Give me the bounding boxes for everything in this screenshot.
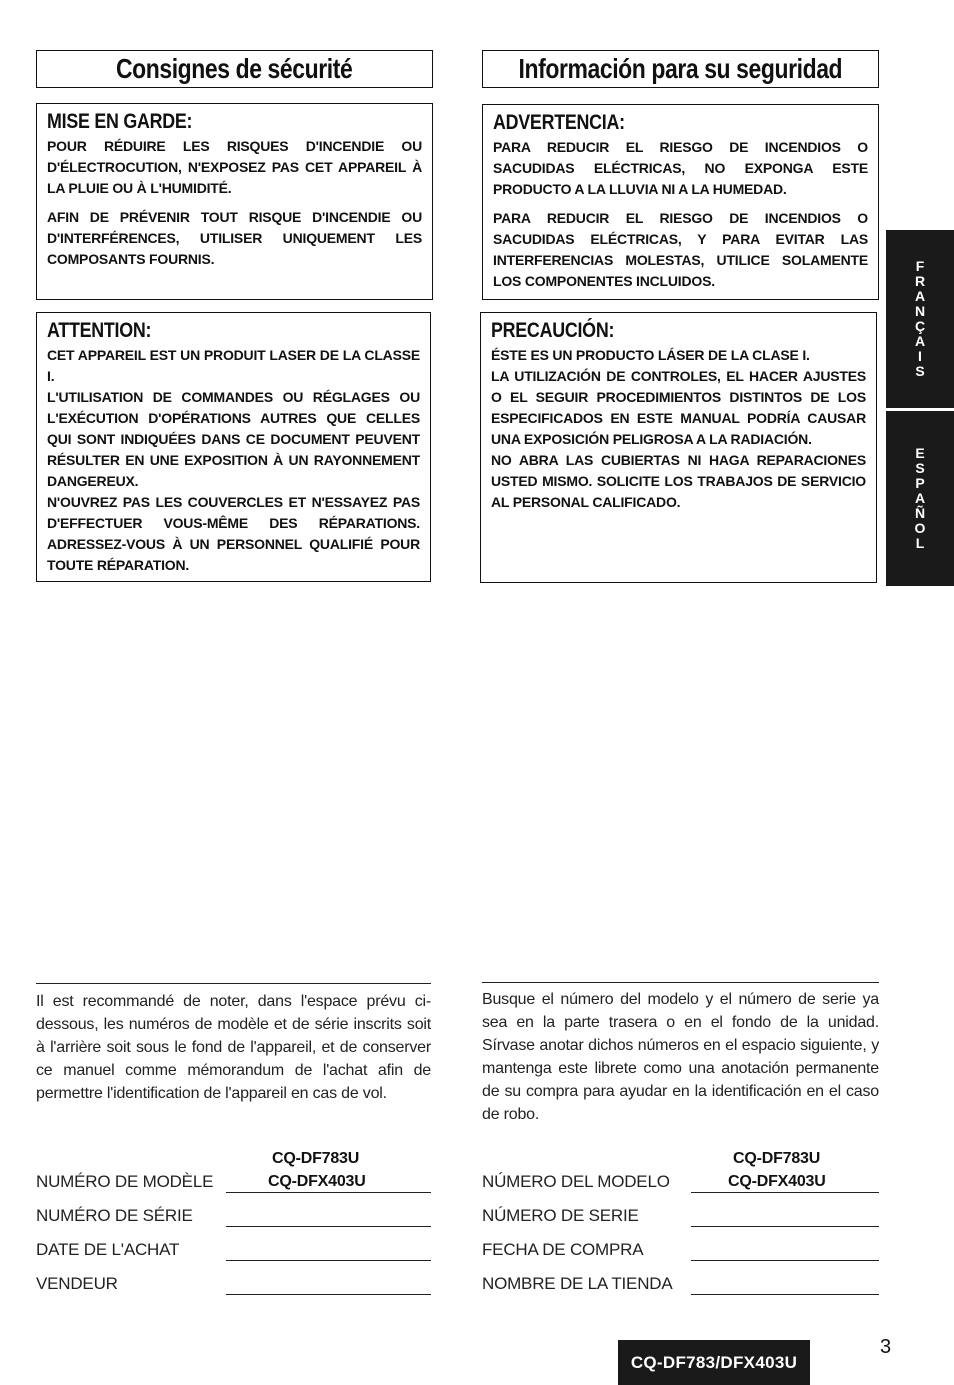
fr-warning-paragraph-1: POUR RÉDUIRE LES RISQUES D'INCENDIE OU D'ÉLECTROCUTION, N'EXPOSEZ PAS CET APPAREIL À LA PLUIE OU À L'HUMIDITÉ.: [47, 138, 422, 196]
side-tab-letter: A: [914, 490, 926, 506]
es-page-title: Información para su seguridad: [518, 53, 843, 84]
fr-model-line: [226, 1192, 431, 1193]
side-tab-letter: A: [914, 333, 926, 349]
fr-caution-paragraph-1: CET APPAREIL EST UN PRODUIT LASER DE LA CLASSE I.: [47, 347, 420, 384]
es-model-label: NÚMERO DEL MODELO: [482, 1172, 670, 1191]
es-warning-paragraph-2: PARA REDUCIR EL RIESGO DE INCENDIOS O SACUDIDAS ELÉCTRICAS, Y PARA EVITAR LAS INTERFERENCIAS MOLESTAS, UTILICE SOLAMENTE LOS COMPONENTES INCLUIDOS.: [493, 210, 868, 289]
fr-serial-label: NUMÉRO DE SÉRIE: [36, 1206, 193, 1225]
es-model-value-1: CQ-DF783U: [733, 1150, 821, 1167]
fr-model-label: NUMÉRO DE MODÈLE: [36, 1172, 214, 1191]
es-caution-paragraph-2: LA UTILIZACIÓN DE CONTROLES, EL HACER AJUSTES O EL SEGUIR PROCEDIMIENTOS DISTINTOS DE LOS ESPECIFICADOS EN ESTE MANUAL PODRÍA CAUSAR UNA EXPOSICIÓN PELIGROSA A LA RADIACIÓN.: [491, 368, 866, 447]
fr-dealer-line[interactable]: [226, 1294, 431, 1295]
side-tab-letter: I: [918, 348, 922, 364]
fr-model-value-2: CQ-DFX403U: [268, 1173, 366, 1190]
es-model-line: [691, 1192, 879, 1193]
footer-model-badge: CQ-DF783/DFX403U: [618, 1340, 810, 1385]
side-tab-letter: Ç: [914, 318, 926, 334]
es-caution-box: [480, 312, 877, 583]
es-warning-box: [482, 104, 879, 300]
page-number: 3: [880, 1336, 892, 1358]
es-date-label: FECHA DE COMPRA: [482, 1240, 644, 1259]
fr-divider: [36, 983, 431, 984]
es-registration-note: Busque el número del modelo y el número de serie ya sea en la parte trasera o en el fondo de la unidad. Sírvase anotar dichos números en el espacio siguiente, y mantenga este librete como una anotación permanente de su compra para ayudar en la identificación en el caso de robo.: [482, 991, 879, 1123]
fr-warning-paragraph-2: AFIN DE PRÉVENIR TOUT RISQUE D'INCENDIE OU D'INTERFÉRENCES, UTILISER UNIQUEMENT LES COMPOSANTS FOURNIS.: [47, 209, 422, 267]
fr-page-title: Consignes de sécurité: [116, 53, 353, 84]
fr-serial-line[interactable]: [226, 1226, 431, 1227]
es-date-line[interactable]: [691, 1260, 879, 1261]
side-tab-francais[interactable]: [886, 230, 954, 408]
fr-caution-heading: ATTENTION:: [47, 319, 152, 342]
fr-dealer-label: VENDEUR: [36, 1274, 118, 1293]
fr-caution-box: [36, 312, 431, 582]
fr-model-value-1: CQ-DF783U: [272, 1150, 360, 1167]
side-tab-letter: F: [915, 258, 925, 274]
es-caution-paragraph-3: NO ABRA LAS CUBIERTAS NI HAGA REPARACIONES USTED MISMO. SOLICITE LOS TRABAJOS DE SERVICIO AL PERSONAL CALIFICADO.: [491, 452, 866, 510]
side-tab-letter: L: [915, 535, 925, 551]
side-tab-espanol[interactable]: [886, 411, 954, 586]
side-tab-letter: S: [915, 363, 925, 379]
fr-date-line[interactable]: [226, 1260, 431, 1261]
side-tab-letter: N: [914, 303, 926, 319]
es-title-box: [482, 50, 879, 88]
fr-caution-paragraph-2: L'UTILISATION DE COMMANDES OU RÉGLAGES OU L'EXÉCUTION D'OPÉRATIONS AUTRES QUE CELLES QUI SONT INDIQUÉES DANS CE DOCUMENT PEUVENT RÉSULTER EN UNE EXPOSITION À UN RAYONNEMENT DANGEREUX.: [47, 389, 420, 489]
es-warning-heading: ADVERTENCIA:: [493, 111, 625, 134]
es-serial-line[interactable]: [691, 1226, 879, 1227]
side-tab-letter: P: [915, 475, 925, 491]
es-warning-paragraph-1: PARA REDUCIR EL RIESGO DE INCENDIOS O SACUDIDAS ELÉCTRICAS, NO EXPONGA ESTE PRODUCTO A LA LLUVIA NI A LA HUMEDAD.: [493, 139, 868, 197]
es-divider: [482, 982, 879, 983]
es-dealer-line[interactable]: [691, 1294, 879, 1295]
fr-title-box: [36, 50, 433, 88]
fr-registration-note: Il est recommandé de noter, dans l'espace prévu ci-dessous, les numéros de modèle et de série inscrits soit à l'arrière soit sous le fond de l'appareil, et de conserver ce manuel comme mémorandum de l'achat afin de permettre l'identification de l'appareil en cas de vol.: [36, 993, 431, 1102]
es-model-value-2: CQ-DFX403U: [728, 1173, 826, 1190]
side-tab-letter: O: [914, 520, 926, 536]
side-tab-letter: E: [915, 445, 925, 461]
side-tab-letter: R: [914, 273, 926, 289]
fr-warning-heading: MISE EN GARDE:: [47, 110, 193, 133]
es-caution-heading: PRECAUCIÓN:: [491, 319, 615, 342]
side-tab-letter: A: [914, 288, 926, 304]
side-tab-letter: Ñ: [914, 505, 926, 521]
es-dealer-label: NOMBRE DE LA TIENDA: [482, 1274, 673, 1293]
fr-warning-box: [36, 103, 433, 300]
side-tab-letter: S: [915, 460, 925, 476]
fr-caution-paragraph-3: N'OUVREZ PAS LES COUVERCLES ET N'ESSAYEZ PAS D'EFFECTUER VOUS-MÊME DES RÉPARATIONS. ADRESSEZ-VOUS À UN PERSONNEL QUALIFIÉ POUR TOUTE RÉPARATION.: [47, 494, 420, 573]
es-caution-paragraph-1: ÉSTE ES UN PRODUCTO LÁSER DE LA CLASE I.: [491, 347, 810, 363]
es-serial-label: NÚMERO DE SERIE: [482, 1206, 639, 1225]
fr-date-label: DATE DE L'ACHAT: [36, 1240, 180, 1259]
